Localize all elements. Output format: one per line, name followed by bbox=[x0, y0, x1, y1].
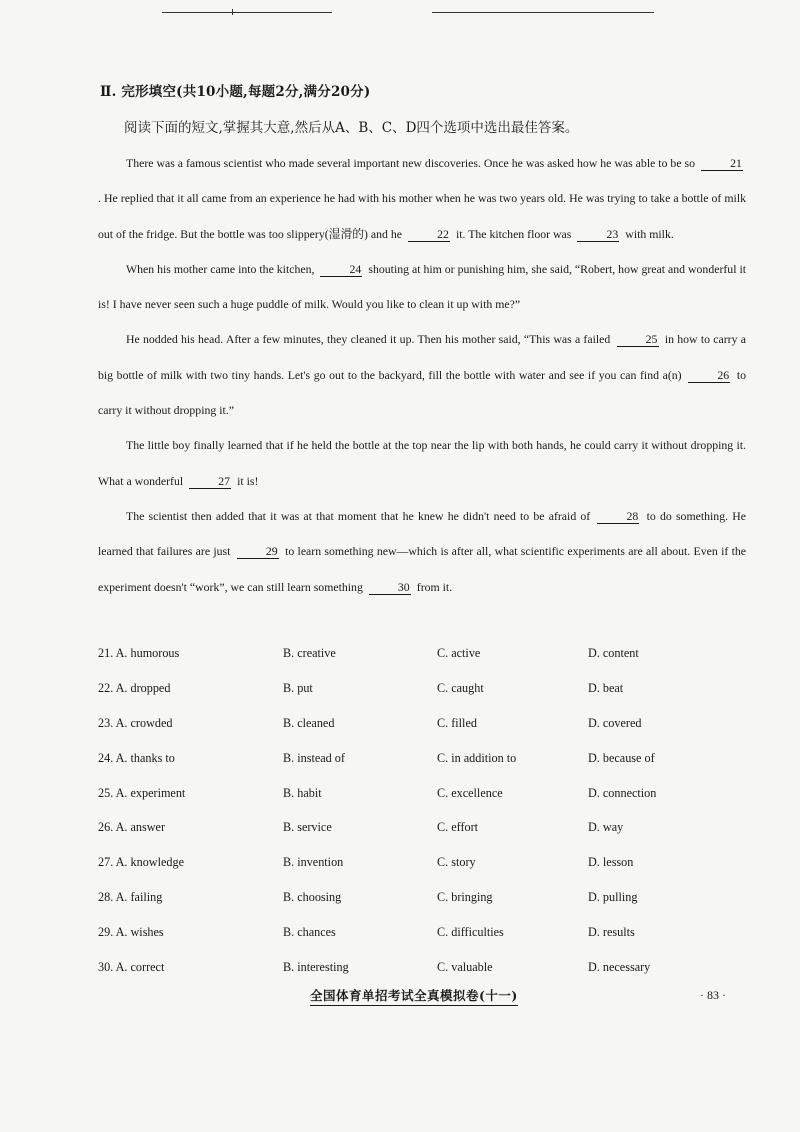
text: with milk. bbox=[625, 226, 674, 241]
blank-24: 24 bbox=[320, 262, 362, 277]
option-c: C. difficulties bbox=[437, 925, 504, 940]
question-row bbox=[98, 745, 758, 780]
text: from it. bbox=[416, 579, 453, 594]
option-a: 22. A. dropped bbox=[98, 680, 171, 695]
option-c: C. story bbox=[437, 855, 476, 870]
question-row bbox=[98, 849, 758, 884]
blank-27: 27 bbox=[189, 474, 231, 489]
option-a: 23. A. crowded bbox=[98, 715, 173, 730]
question-row bbox=[98, 814, 758, 849]
option-a: 28. A. failing bbox=[98, 890, 163, 905]
section-title: Ⅱ. 完形填空(共10小题,每题2分,满分20分) bbox=[100, 84, 371, 100]
option-d: D. results bbox=[588, 925, 635, 940]
blank-29: 29 bbox=[237, 544, 279, 559]
option-c: C. excellence bbox=[437, 785, 503, 800]
option-b: B. creative bbox=[283, 646, 336, 660]
option-d: D. lesson bbox=[588, 855, 634, 870]
option-b: B. chances bbox=[283, 925, 336, 940]
option-c: C. effort bbox=[437, 820, 479, 835]
paragraph-5 bbox=[98, 499, 746, 605]
blank-25: 25 bbox=[617, 332, 659, 347]
question-row bbox=[98, 710, 758, 745]
option-b: B. instead of bbox=[283, 750, 345, 765]
option-d: D. way bbox=[588, 820, 624, 835]
option-b: B. service bbox=[283, 820, 332, 835]
footer-title: 全国体育单招考试全真模拟卷(十一) bbox=[310, 986, 518, 1006]
text: in how to carry a big bottle of milk with two tiny hands. Let's go out to the backyard, fill the bottle with water and see if you can find a(n) bbox=[98, 332, 746, 382]
option-b: B. choosing bbox=[283, 890, 342, 905]
question-row bbox=[98, 954, 758, 989]
question-row bbox=[98, 919, 758, 954]
text: to carry it without dropping it.” bbox=[98, 367, 747, 418]
blank-28: 28 bbox=[597, 509, 639, 524]
option-b: B. cleaned bbox=[283, 715, 335, 730]
option-c: C. in addition to bbox=[437, 750, 517, 765]
text: The little boy finally learned that if he held the bottle at the top near the lip with both hands, he could carry it without dropping it. What a wonderful bbox=[98, 438, 746, 488]
blank-26: 26 bbox=[688, 368, 730, 383]
option-d: D. beat bbox=[588, 680, 624, 695]
blank-21: 21 bbox=[701, 156, 743, 171]
blank-30: 30 bbox=[369, 580, 411, 595]
question-row bbox=[98, 675, 758, 710]
text: it is! bbox=[237, 473, 259, 488]
option-b: B. interesting bbox=[283, 960, 349, 975]
page-number: · 83 · bbox=[700, 988, 726, 1002]
top-rule-left bbox=[162, 12, 332, 13]
top-rule-right bbox=[432, 12, 654, 13]
paragraph-4 bbox=[98, 428, 746, 499]
text: to learn something new—which is after all, what scientific experiments are all about. Even if the experiment doesn't “work”, we can still learn something bbox=[98, 544, 747, 594]
text: The scientist then added that it was at that moment that he knew he didn't need to be afraid of bbox=[126, 508, 591, 523]
answer-options bbox=[98, 640, 758, 989]
text: . He replied that it all came from an experience he had with his mother when he was two years old. He was trying to take a bottle of milk out of the fridge. But the bottle was too slippery(湿滑的) and he bbox=[98, 191, 746, 241]
text: There was a famous scientist who made several important new discoveries. Once he was asked how he was able to be so bbox=[126, 156, 696, 170]
option-a: 29. A. wishes bbox=[98, 925, 164, 940]
blank-22: 22 bbox=[408, 227, 450, 242]
option-a: 25. A. experiment bbox=[98, 785, 186, 800]
option-b: B. invention bbox=[283, 855, 344, 870]
option-c: C. caught bbox=[437, 680, 484, 695]
blank-23: 23 bbox=[577, 227, 619, 242]
option-a: 26. A. answer bbox=[98, 820, 166, 835]
question-row bbox=[98, 780, 758, 815]
option-c: C. active bbox=[437, 646, 481, 660]
option-a: 21. A. humorous bbox=[98, 646, 180, 660]
option-c: C. filled bbox=[437, 715, 477, 730]
text: shouting at him or punishing him, she said, “Robert, how great and wonderful it is! I have never seen such a huge puddle of milk. Would you like to clean it up with me?” bbox=[98, 261, 746, 312]
option-c: C. bringing bbox=[437, 890, 493, 905]
question-row bbox=[98, 640, 758, 675]
paragraph-2 bbox=[98, 252, 746, 323]
option-a: 30. A. correct bbox=[98, 960, 165, 975]
text: it. The kitchen floor was bbox=[455, 226, 572, 241]
text: to do something. He learned that failures are just bbox=[98, 508, 746, 559]
option-a: 27. A. knowledge bbox=[98, 855, 184, 870]
option-d: D. content bbox=[588, 646, 639, 660]
option-c: C. valuable bbox=[437, 960, 493, 975]
text: He nodded his head. After a few minutes, they cleaned it up. Then his mother said, “This was a failed bbox=[126, 332, 611, 347]
option-d: D. covered bbox=[588, 715, 642, 730]
option-a: 24. A. thanks to bbox=[98, 750, 175, 765]
paragraph-3 bbox=[98, 322, 746, 428]
paragraph-1 bbox=[98, 146, 746, 252]
question-row bbox=[98, 884, 758, 919]
option-b: B. put bbox=[283, 680, 313, 695]
option-d: D. pulling bbox=[588, 890, 638, 905]
cloze-passage bbox=[98, 146, 746, 605]
option-d: D. necessary bbox=[588, 960, 651, 975]
option-b: B. habit bbox=[283, 785, 322, 800]
option-d: D. connection bbox=[588, 785, 657, 800]
instructions: 阅读下面的短文,掌握其大意,然后从A、B、C、D四个选项中选出最佳答案。 bbox=[124, 120, 579, 136]
text: When his mother came into the kitchen, bbox=[126, 261, 315, 276]
option-d: D. because of bbox=[588, 750, 655, 765]
